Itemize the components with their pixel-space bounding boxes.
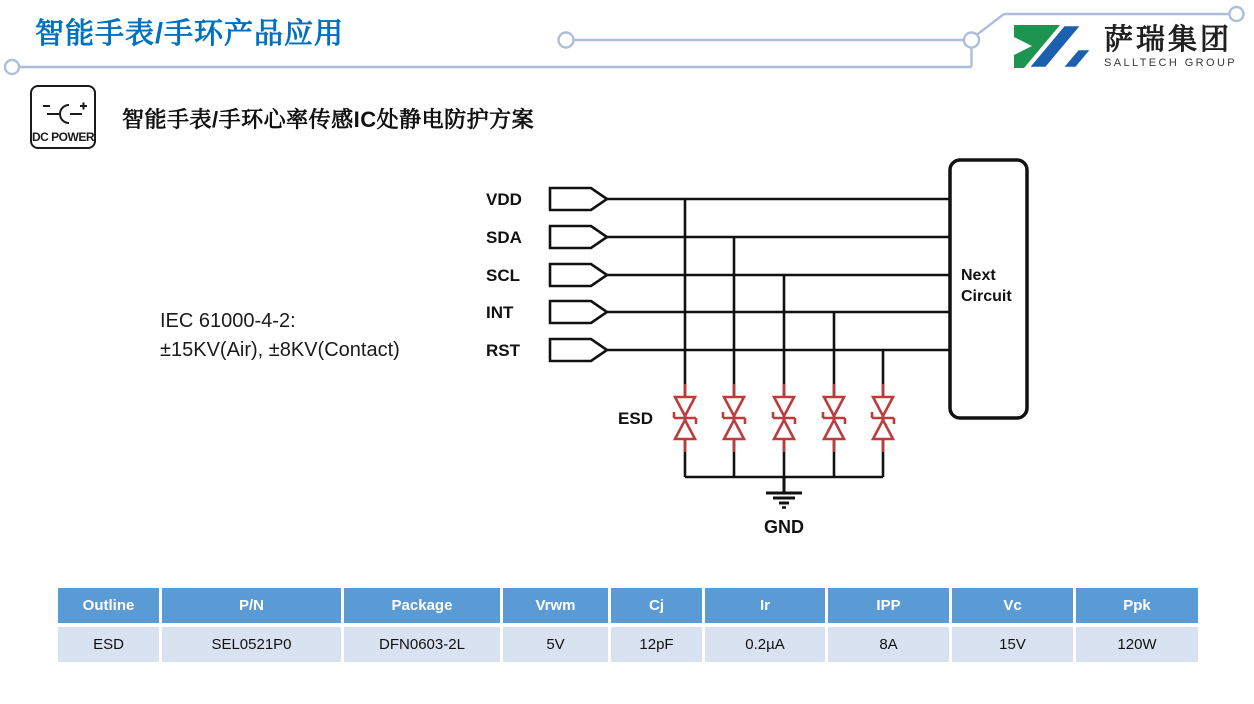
next-circuit-label-line2: Circuit xyxy=(961,288,1012,305)
col-header-vc: Vc xyxy=(952,588,1076,627)
signal-label-scl: SCL xyxy=(486,266,520,285)
cell-ipp: 8A xyxy=(828,627,952,662)
cell-ir: 0.2µA xyxy=(705,627,828,662)
iec-standard-note xyxy=(160,307,400,365)
signal-label-int: INT xyxy=(486,303,514,322)
company-logo xyxy=(1008,22,1237,72)
spec-table xyxy=(58,588,1198,662)
logo-name-en: SALLTECH GROUP xyxy=(1104,56,1238,69)
cell-pn: SEL0521P0 xyxy=(162,627,344,662)
cell-vc: 15V xyxy=(952,627,1076,662)
col-header-ir: Ir xyxy=(705,588,828,627)
col-header-ipp: IPP xyxy=(828,588,952,627)
iec-line1: IEC 61000-4-2: xyxy=(160,310,296,332)
esd-protection-circuit xyxy=(440,145,1060,555)
col-header-vrwm: Vrwm xyxy=(503,588,611,627)
logo-name-cn: 萨瑞集团 xyxy=(1104,24,1233,57)
logo-text xyxy=(1104,25,1237,68)
signal-label-rst: RST xyxy=(486,341,520,360)
cell-cj: 12pF xyxy=(611,627,705,662)
dc-power-icon xyxy=(30,85,96,149)
cell-package: DFN0603-2L xyxy=(344,627,503,662)
section-subtitle: 智能手表/手环心率传感IC处静电防护方案 xyxy=(122,107,535,132)
signal-label-vdd: VDD xyxy=(486,190,522,209)
iec-line2: ±15KV(Air), ±8KV(Contact) xyxy=(160,339,400,361)
signal-label-sda: SDA xyxy=(486,228,522,247)
next-circuit-block xyxy=(950,160,1027,418)
logo-mark-icon xyxy=(1008,22,1096,72)
tvs-diode-icon xyxy=(674,384,696,452)
col-header-package: Package xyxy=(344,588,503,627)
cell-outline: ESD xyxy=(58,627,162,662)
col-header-pn: P/N xyxy=(162,588,344,627)
col-header-cj: Cj xyxy=(611,588,705,627)
gnd-label: GND xyxy=(764,517,804,537)
esd-diode-array xyxy=(674,384,894,452)
dc-source-symbol-icon xyxy=(36,95,92,129)
tvs-diode-icon xyxy=(773,384,795,452)
next-circuit-label-line1: Next xyxy=(961,267,996,284)
page-title: 智能手表/手环产品应用 xyxy=(35,18,345,50)
col-header-outline: Outline xyxy=(58,588,162,627)
spec-table-header-row xyxy=(58,588,1198,627)
esd-label: ESD xyxy=(618,409,653,428)
cell-vrwm: 5V xyxy=(503,627,611,662)
pin-connectors xyxy=(550,188,607,361)
ground-symbol-icon xyxy=(766,477,802,508)
cell-ppk: 120W xyxy=(1076,627,1198,662)
spec-table-row xyxy=(58,627,1198,662)
tvs-diode-icon xyxy=(723,384,745,452)
dc-power-label: DC POWER xyxy=(32,130,94,144)
tvs-diode-icon xyxy=(872,384,894,452)
tvs-diode-icon xyxy=(823,384,845,452)
col-header-ppk: Ppk xyxy=(1076,588,1198,627)
